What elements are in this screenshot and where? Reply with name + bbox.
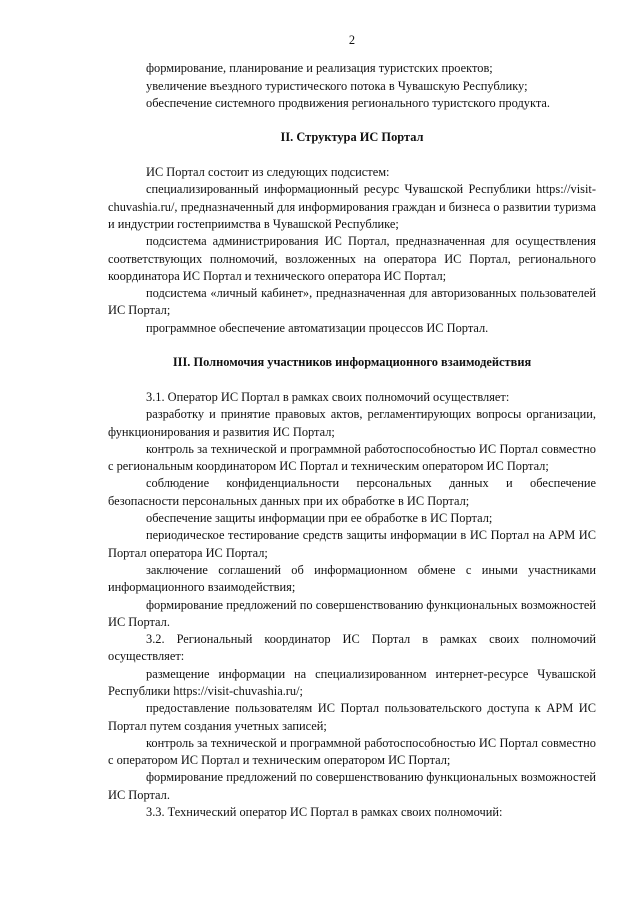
section-2-body — [108, 164, 596, 337]
paragraph: обеспечение защиты информации при ее обработке в ИС Портал; — [146, 511, 493, 526]
paragraph: формирование предложений по совершенствованию функциональных возможностей ИС Портал. — [108, 770, 596, 802]
section-3-heading: III. Полномочия участников информационного взаимодействия — [172, 355, 532, 370]
paragraph: увеличение въездного туристического потока в Чувашскую Республику; — [146, 78, 528, 93]
paragraph: контроль за технической и программной работоспособностью ИС Портал совместно с оператором ИС Портал и техническим оператором ИС Портал; — [108, 735, 596, 768]
paragraph: специализированный информационный ресурс Чувашской Республики https://visit-chuvashia.ru/, предназначенный для информирования граждан и бизнеса о развитии туризма и индустрии гостеприимства в Чувашской Республике; — [108, 182, 596, 231]
paragraph: разработку и принятие правовых актов, регламентирующих вопросы организации, функционирования и развития ИС Портал; — [108, 407, 596, 439]
paragraph: 3.2. Региональный координатор ИС Портал в рамках своих полномочий осуществляет: — [108, 632, 596, 664]
paragraph: 3.1. Оператор ИС Портал в рамках своих полномочий осуществляет: — [146, 389, 510, 404]
paragraph: ИС Портал состоит из следующих подсистем: — [146, 165, 390, 180]
paragraph: соблюдение конфиденциальности персональных данных и обеспечение безопасности персональных данных при их обработке в ИС Портал; — [108, 476, 596, 508]
paragraph: подсистема администрирования ИС Портал, предназначенная для осуществления соответствующих полномочий, возложенных на оператора ИС Портал, регионального координатора ИС Портал и технического оператора ИС Портал; — [108, 234, 596, 283]
paragraph: программное обеспечение автоматизации процессов ИС Портал. — [146, 320, 489, 335]
paragraph: периодическое тестирование средств защиты информации в ИС Портал на АРМ ИС Портал оператора ИС Портал; — [108, 528, 596, 560]
paragraph: формирование предложений по совершенствованию функциональных возможностей ИС Портал. — [108, 597, 596, 629]
paragraph: предоставление пользователям ИС Портал пользовательского доступа к АРМ ИС Портал путем создания учетных записей; — [108, 701, 596, 733]
document-page — [108, 32, 596, 821]
section-1-tail — [108, 60, 596, 112]
paragraph: обеспечение системного продвижения регионального туристского продукта. — [146, 95, 550, 110]
paragraph: формирование, планирование и реализация туристских проектов; — [146, 61, 493, 76]
section-2-heading: II. Структура ИС Портал — [280, 130, 424, 145]
paragraph: размещение информации на специализированном интернет-ресурсе Чувашской Республики https://visit-chuvashia.ru/; — [108, 666, 596, 698]
paragraph: 3.3. Технический оператор ИС Портал в рамках своих полномочий: — [146, 805, 503, 820]
section-3-body — [108, 389, 596, 821]
paragraph: контроль за технической и программной работоспособностью ИС Портал совместно с региональным координатором ИС Портал и техническим оператором ИС Портал; — [108, 441, 596, 474]
paragraph: заключение соглашений об информационном обмене с иными участниками информационного взаимодействия; — [108, 562, 596, 595]
paragraph: подсистема «личный кабинет», предназначенная для авторизованных пользователей ИС Портал; — [108, 286, 596, 318]
page-number: 2 — [348, 33, 356, 47]
